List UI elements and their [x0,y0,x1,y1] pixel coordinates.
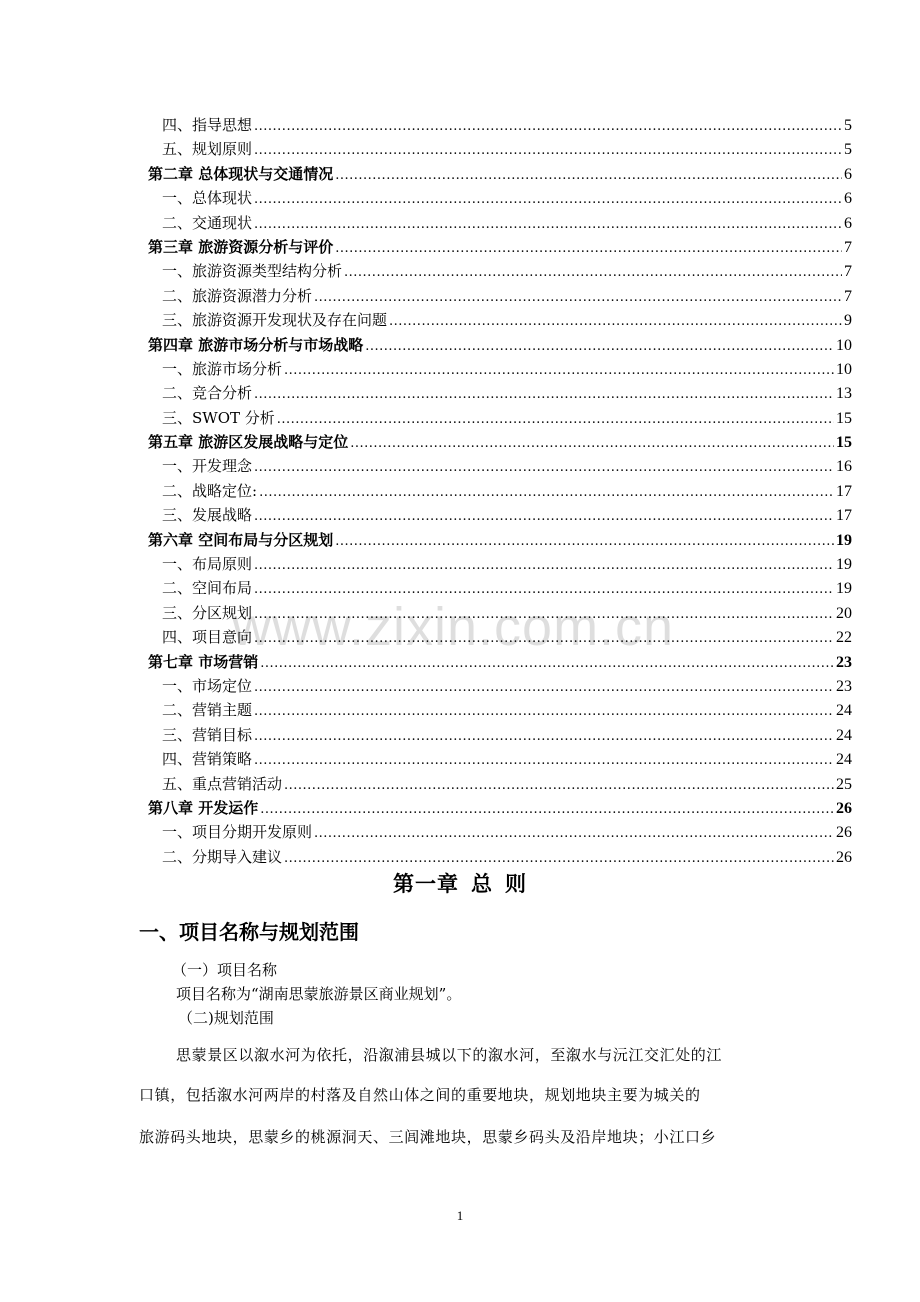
toc-dot-leader [254,383,834,407]
toc-entry-page: 26 [836,848,852,866]
toc-entry-page: 6 [844,165,852,183]
toc-entry-title: 二、竞合分析 [162,384,253,403]
section-heading: 一、项目名称与规划范围 [139,920,359,944]
toc-section-entry[interactable] [148,674,852,698]
toc-section-entry[interactable] [148,503,852,527]
toc-entry-title: 一、总体现状 [162,189,253,208]
toc-section-entry[interactable] [148,308,852,332]
toc-entry-page: 5 [844,141,852,159]
toc-section-entry[interactable] [148,284,852,308]
toc-entry-title: 三、SWOT 分析 [162,408,275,427]
toc-dot-leader [254,188,842,212]
toc-dot-leader [260,798,834,822]
toc-entry-title: 第五章 旅游区发展战略与定位 [148,433,349,452]
toc-dot-leader [254,554,834,578]
toc-entry-title: 二、营销主题 [162,701,253,720]
toc-entry-title: 一、布局原则 [162,555,253,574]
toc-entry-page: 16 [836,458,852,476]
toc-dot-leader [344,261,842,285]
toc-entry-title: 四、营销策略 [162,750,253,769]
table-of-contents [148,113,852,869]
toc-chapter-entry[interactable] [148,528,852,552]
toc-entry-page: 20 [836,604,852,622]
toc-dot-leader [365,335,834,359]
toc-dot-leader [254,115,842,139]
toc-entry-title: 三、分区规划 [162,603,253,622]
toc-entry-page: 10 [836,336,852,354]
toc-entry-title: 一、项目分期开发原则 [162,823,313,842]
toc-section-entry[interactable] [148,406,852,430]
toc-chapter-entry[interactable] [148,796,852,820]
toc-section-entry[interactable] [148,211,852,235]
toc-chapter-entry[interactable] [148,162,852,186]
toc-dot-leader [314,822,834,846]
toc-entry-page: 26 [836,799,852,817]
toc-entry-page: 17 [836,507,852,525]
toc-entry-page: 7 [844,238,852,256]
toc-entry-page: 7 [844,263,852,281]
toc-dot-leader [254,139,842,163]
toc-entry-title: 三、发展战略 [162,506,253,525]
toc-dot-leader [254,700,834,724]
toc-entry-page: 15 [836,409,852,427]
toc-dot-leader [314,286,842,310]
toc-section-entry[interactable] [148,357,852,381]
toc-entry-title: 第四章 旅游市场分析与市场战略 [148,335,364,354]
chapter-heading [0,868,920,898]
toc-entry-title: 一、旅游资源类型结构分析 [162,262,343,281]
toc-entry-page: 10 [836,360,852,378]
toc-chapter-entry[interactable] [148,430,852,454]
toc-entry-page: 24 [836,751,852,769]
toc-dot-leader [254,676,834,700]
toc-dot-leader [277,408,834,432]
toc-entry-title: 三、营销目标 [162,725,253,744]
toc-entry-title: 二、战略定位: [162,481,258,500]
body-line: 思蒙景区以溆水河为依托，沿溆浦县城以下的溆水河，至溆水与沅江交汇处的江 [176,1046,723,1064]
toc-entry-page: 23 [836,677,852,695]
toc-entry-page: 6 [844,190,852,208]
toc-entry-title: 第六章 空间布局与分区规划 [148,530,334,549]
chapter-title-char-1: 总 [471,871,493,896]
toc-dot-leader [254,725,834,749]
toc-entry-page: 22 [836,629,852,647]
toc-section-entry[interactable] [148,552,852,576]
toc-entry-page: 19 [836,531,852,549]
toc-entry-title: 第三章 旅游资源分析与评价 [148,237,334,256]
toc-dot-leader [389,310,842,334]
toc-section-entry[interactable] [148,772,852,796]
toc-entry-title: 四、指导思想 [162,116,253,134]
toc-entry-title: 五、规划原则 [162,140,253,159]
toc-entry-title: 三、旅游资源开发现状及存在问题 [162,311,388,330]
toc-entry-page: 19 [836,580,852,598]
body-line: 口镇，包括溆水河两岸的村落及自然山体之间的重要地块，规划地块主要为城关的 [139,1086,701,1104]
sub-heading-planning-scope: （二)规划范围 [178,1009,274,1027]
toc-entry-page: 24 [836,726,852,744]
chapter-number: 第一章 [393,871,459,896]
toc-entry-page: 19 [836,556,852,574]
toc-entry-title: 二、旅游资源潜力分析 [162,286,313,305]
toc-dot-leader [254,749,834,773]
toc-chapter-entry[interactable] [148,235,852,259]
toc-entry-title: 二、空间布局 [162,579,253,598]
toc-entry-title: 一、市场定位 [162,676,253,695]
toc-dot-leader [254,456,834,480]
toc-section-entry[interactable] [148,113,852,137]
toc-entry-title: 第八章 开发运作 [148,798,259,817]
toc-section-entry[interactable] [148,479,852,503]
toc-entry-page: 23 [836,653,852,671]
chapter-title-char-2: 则 [505,871,527,896]
toc-dot-leader [335,164,842,188]
toc-entry-page: 13 [836,385,852,403]
project-name-line: 项目名称为“湖南思蒙旅游景区商业规划”。 [176,985,462,1003]
toc-dot-leader [259,481,834,505]
toc-section-entry[interactable] [148,186,852,210]
toc-entry-page: 17 [836,482,852,500]
toc-entry-page: 25 [836,775,852,793]
toc-dot-leader [254,213,842,237]
toc-dot-leader [335,237,842,261]
toc-section-entry[interactable] [148,747,852,771]
toc-section-entry[interactable] [148,723,852,747]
toc-section-entry[interactable] [148,454,852,478]
toc-entry-title: 一、旅游市场分析 [162,359,283,378]
toc-entry-page: 26 [836,824,852,842]
toc-entry-title: 第七章 市场营销 [148,652,259,671]
page-number: 1 [456,1208,464,1223]
body-line: 旅游码头地块，思蒙乡的桃源洞天、三闾滩地块，思蒙乡码头及沿岸地块；小江口乡 [139,1128,717,1146]
toc-section-entry[interactable] [148,259,852,283]
toc-dot-leader [284,774,834,798]
toc-dot-leader [254,505,834,529]
toc-entry-page: 15 [836,434,852,452]
toc-entry-title: 第二章 总体现状与交通情况 [148,164,334,183]
toc-entry-page: 7 [844,287,852,305]
toc-entry-title: 四、项目意向 [162,628,253,647]
sub-heading-project-name: （一）项目名称 [172,961,278,979]
toc-dot-leader [335,530,834,554]
toc-chapter-entry[interactable] [148,333,852,357]
toc-entry-title: 五、重点营销活动 [162,774,283,793]
toc-section-entry[interactable] [148,137,852,161]
watermark: www.zixin.com.cn [232,597,675,657]
toc-entry-page: 6 [844,214,852,232]
toc-entry-title: 一、开发理念 [162,457,253,476]
toc-entry-page: 24 [836,702,852,720]
toc-section-entry[interactable] [148,698,852,722]
toc-entry-title: 二、交通现状 [162,213,253,232]
toc-section-entry[interactable] [148,845,852,869]
toc-entry-title: 二、分期导入建议 [162,847,283,866]
toc-section-entry[interactable] [148,381,852,405]
toc-entry-page: 9 [844,312,852,330]
toc-dot-leader [350,432,834,456]
toc-dot-leader [284,359,834,383]
toc-entry-page: 5 [844,117,852,134]
toc-section-entry[interactable] [148,820,852,844]
